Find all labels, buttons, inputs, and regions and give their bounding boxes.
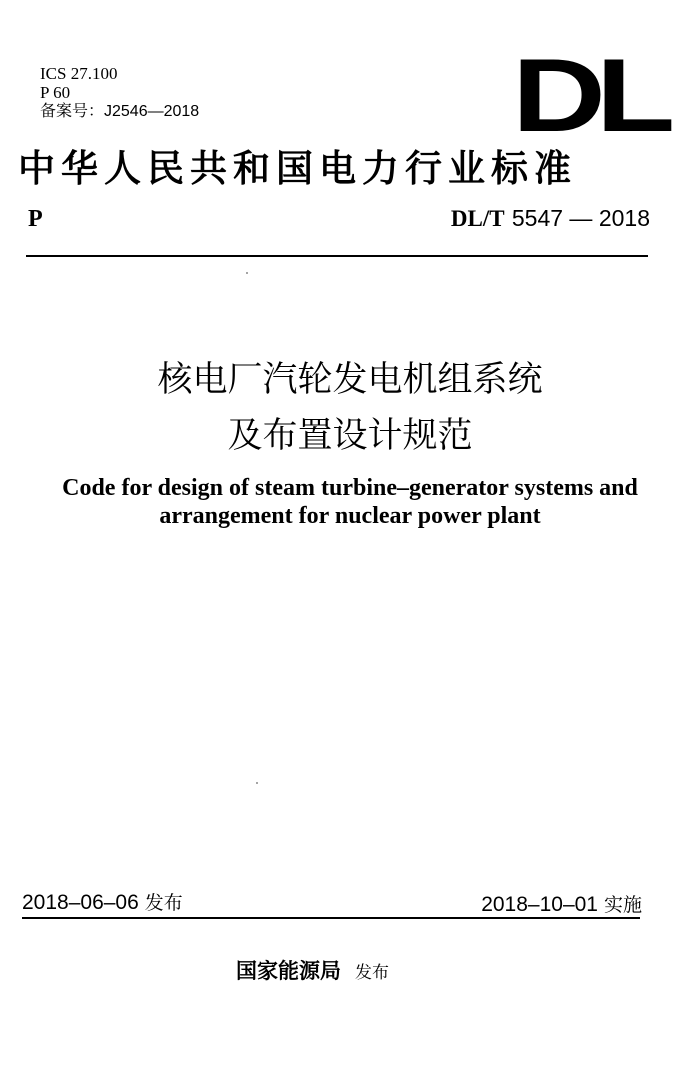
top-divider	[26, 255, 648, 257]
publisher	[236, 955, 389, 985]
issue-date-value: 2018–06–06	[22, 891, 139, 914]
standard-number-rest: 5547 — 2018	[511, 205, 650, 231]
issue-label: 发布	[144, 892, 183, 914]
chinese-title-line-1: 核电厂汽轮发电机组系统	[157, 360, 543, 400]
publisher-org: 国家能源局	[236, 958, 341, 983]
issue-date	[22, 888, 183, 915]
english-title-line-2: arrangement for nuclear power plant	[159, 503, 541, 529]
implementation-date	[481, 890, 642, 917]
dl-logo: DL	[512, 38, 666, 154]
ics-code: ICS 27.100	[40, 64, 118, 83]
english-title	[0, 474, 700, 530]
publisher-action: 发布	[355, 963, 389, 983]
standard-number-prefix: DL/T	[450, 206, 505, 231]
scan-speck	[246, 272, 248, 274]
category-letter: P	[28, 206, 43, 232]
standard-title: 中华人民共和国电力行业标准	[18, 146, 577, 190]
category-code: P 60	[40, 83, 71, 102]
implementation-date-value: 2018–10–01	[481, 893, 598, 916]
standard-number	[451, 205, 650, 232]
english-title-line-1: Code for design of steam turbine–generator systems and	[62, 475, 638, 501]
implementation-label: 实施	[603, 894, 642, 916]
chinese-title	[0, 352, 700, 464]
classification-block	[40, 64, 199, 121]
record-number: 备案号：J2546—2018	[40, 103, 200, 120]
chinese-title-line-2: 及布置设计规范	[227, 416, 473, 456]
scan-speck	[256, 782, 258, 784]
bottom-divider	[22, 917, 640, 919]
